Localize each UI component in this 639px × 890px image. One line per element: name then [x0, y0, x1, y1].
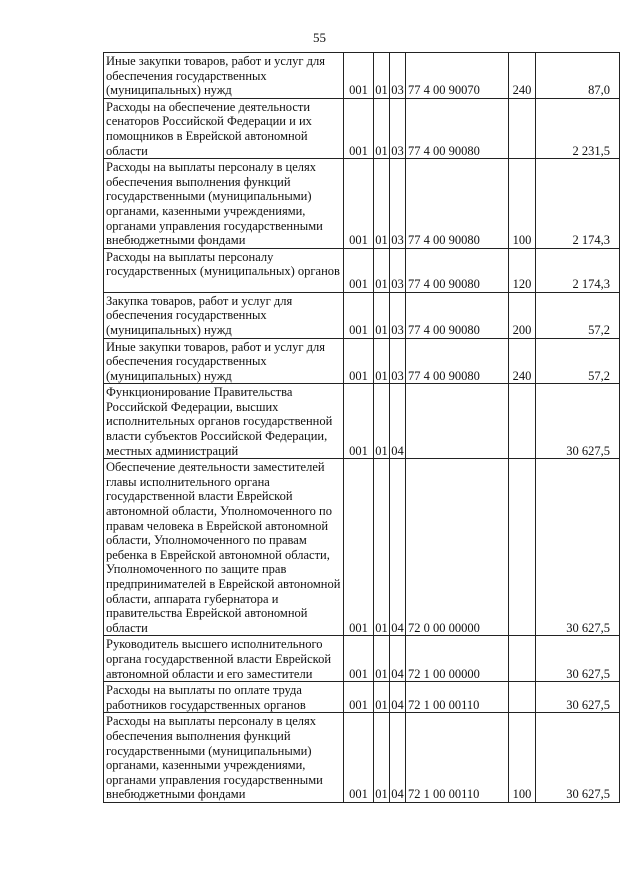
subsection-code: 03 [390, 248, 406, 292]
section-code: 01 [374, 159, 390, 249]
target-article-code: 72 0 00 00000 [406, 459, 509, 636]
ministry-code: 001 [344, 292, 374, 338]
row-name: Иные закупки товаров, работ и услуг для обеспечения государственных (муниципальных) нужд [104, 338, 344, 384]
table-row [104, 53, 620, 99]
table-row [104, 384, 620, 459]
ministry-code: 001 [344, 636, 374, 682]
table-row [104, 248, 620, 292]
expense-type-code: 100 [509, 159, 536, 249]
target-article-code: 72 1 00 00110 [406, 682, 509, 713]
ministry-code: 001 [344, 459, 374, 636]
expense-type-code [509, 682, 536, 713]
table-row [104, 459, 620, 636]
row-name: Закупка товаров, работ и услуг для обеспечения государственных (муниципальных) нужд [104, 292, 344, 338]
section-code: 01 [374, 338, 390, 384]
row-name: Руководитель высшего исполнительного органа государственной власти Еврейской автономной области и его заместители [104, 636, 344, 682]
ministry-code: 001 [344, 98, 374, 158]
amount-value: 30 627,5 [536, 384, 620, 459]
expense-type-code [509, 636, 536, 682]
subsection-code: 03 [390, 338, 406, 384]
subsection-code: 04 [390, 682, 406, 713]
amount-value: 2 174,3 [536, 159, 620, 249]
target-article-code [406, 384, 509, 459]
subsection-code: 04 [390, 636, 406, 682]
amount-value: 30 627,5 [536, 636, 620, 682]
expense-type-code: 240 [509, 338, 536, 384]
amount-value: 2 231,5 [536, 98, 620, 158]
section-code: 01 [374, 682, 390, 713]
row-name: Функционирование Правительства Российской Федерации, высших исполнительных органов государственной власти субъектов Российской Федерации, местных администраций [104, 384, 344, 459]
section-code: 01 [374, 98, 390, 158]
subsection-code: 04 [390, 459, 406, 636]
section-code: 01 [374, 459, 390, 636]
amount-value: 87,0 [536, 53, 620, 99]
section-code: 01 [374, 384, 390, 459]
subsection-code: 03 [390, 292, 406, 338]
target-article-code: 77 4 00 90070 [406, 53, 509, 99]
expense-type-code [509, 459, 536, 636]
ministry-code: 001 [344, 53, 374, 99]
expense-type-code [509, 98, 536, 158]
subsection-code: 03 [390, 159, 406, 249]
section-code: 01 [374, 248, 390, 292]
table-row [104, 98, 620, 158]
expense-type-code [509, 384, 536, 459]
target-article-code: 72 1 00 00000 [406, 636, 509, 682]
target-article-code: 77 4 00 90080 [406, 98, 509, 158]
subsection-code: 04 [390, 384, 406, 459]
row-name: Расходы на выплаты персоналу в целях обеспечения выполнения функций государственными (муниципальными) органами, казенными учреждениями, органами управления государственными внебюджетными фондами [104, 713, 344, 803]
target-article-code: 77 4 00 90080 [406, 338, 509, 384]
expense-type-code: 120 [509, 248, 536, 292]
amount-value: 57,2 [536, 292, 620, 338]
row-name: Расходы на обеспечение деятельности сенаторов Российской Федерации и их помощников в Еврейской автономной области [104, 98, 344, 158]
row-name: Иные закупки товаров, работ и услуг для обеспечения государственных (муниципальных) нужд [104, 53, 344, 99]
ministry-code: 001 [344, 248, 374, 292]
section-code: 01 [374, 53, 390, 99]
row-name: Расходы на выплаты персоналу в целях обеспечения выполнения функций государственными (муниципальными) органами, казенными учреждениями, органами управления государственными внебюджетными фондами [104, 159, 344, 249]
amount-value: 30 627,5 [536, 459, 620, 636]
row-name: Расходы на выплаты по оплате труда работников государственных органов [104, 682, 344, 713]
table-row [104, 292, 620, 338]
amount-value: 57,2 [536, 338, 620, 384]
target-article-code: 72 1 00 00110 [406, 713, 509, 803]
table-row [104, 338, 620, 384]
page-number: 55 [313, 30, 326, 45]
ministry-code: 001 [344, 384, 374, 459]
section-code: 01 [374, 636, 390, 682]
expense-type-code: 240 [509, 53, 536, 99]
ministry-code: 001 [344, 682, 374, 713]
table-row [104, 159, 620, 249]
subsection-code: 03 [390, 98, 406, 158]
target-article-code: 77 4 00 90080 [406, 292, 509, 338]
ministry-code: 001 [344, 338, 374, 384]
amount-value: 30 627,5 [536, 713, 620, 803]
expense-type-code: 200 [509, 292, 536, 338]
row-name: Расходы на выплаты персоналу государственных (муниципальных) органов [104, 248, 344, 292]
target-article-code: 77 4 00 90080 [406, 159, 509, 249]
table-row [104, 682, 620, 713]
amount-value: 2 174,3 [536, 248, 620, 292]
table-row [104, 636, 620, 682]
table-row [104, 713, 620, 803]
ministry-code: 001 [344, 713, 374, 803]
section-code: 01 [374, 713, 390, 803]
expense-type-code: 100 [509, 713, 536, 803]
subsection-code: 03 [390, 53, 406, 99]
row-name: Обеспечение деятельности заместителей главы исполнительного органа государственной власти Еврейской автономной области, Уполномоченного по правам человека в Еврейской автономной области, Уполномоченного по правам ребенка в Еврейской автономной области, Уполномоченного по защите прав предпринимателей в Еврейской автономной области, аппарата губернатора и правительства Еврейской автономной области [104, 459, 344, 636]
target-article-code: 77 4 00 90080 [406, 248, 509, 292]
subsection-code: 04 [390, 713, 406, 803]
budget-table [103, 52, 620, 803]
ministry-code: 001 [344, 159, 374, 249]
amount-value: 30 627,5 [536, 682, 620, 713]
section-code: 01 [374, 292, 390, 338]
